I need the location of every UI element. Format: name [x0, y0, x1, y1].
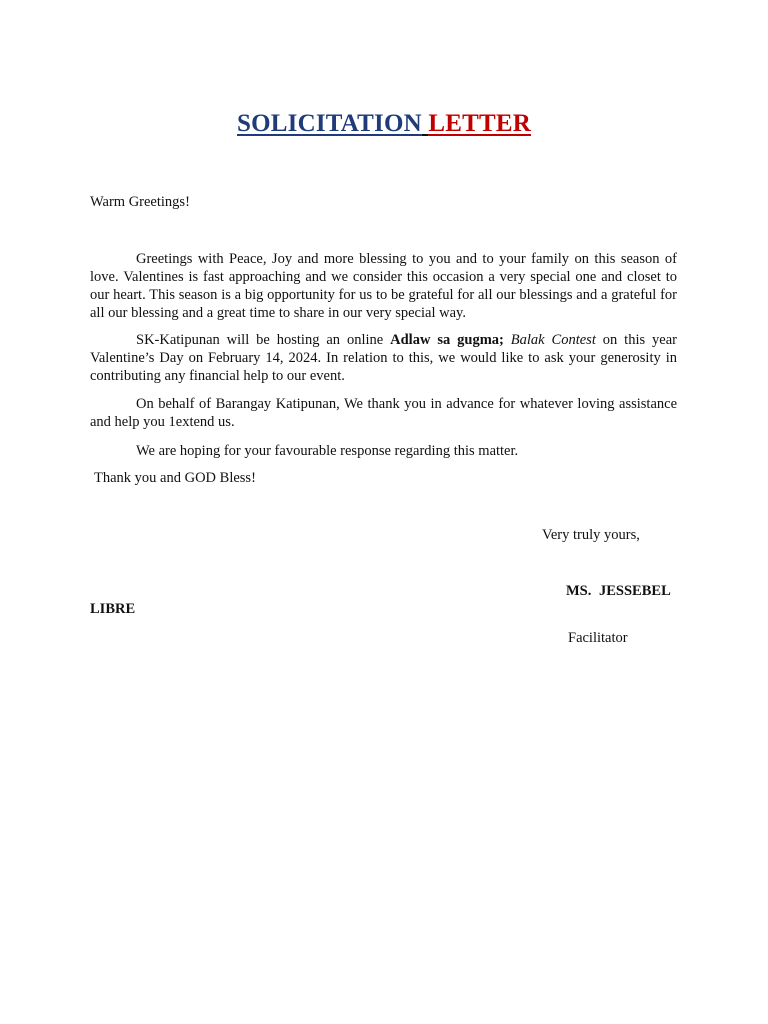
paragraph-greetings-text: Greetings with Peace, Joy and more blessing to you and to your family on this season of love. Valentines is fast approaching and we consider this occasion a very special one and closet to our heart. This season is a big opportunity for us to be grateful for all our blessings and a grateful for all our blessing and a great time to share in our very special way. [90, 251, 677, 321]
title-letter: LETTER [428, 110, 531, 137]
title-solicitation: SOLICITATION [237, 110, 422, 137]
event-space [504, 332, 511, 348]
paragraph-greetings [90, 250, 677, 322]
event-name: Adlaw sa gugma; [390, 332, 504, 348]
paragraph-thanks-text: On behalf of Barangay Katipunan, We thank you in advance for whatever loving assistance and help you 1extend us. [90, 396, 677, 430]
salutation: Warm Greetings! [90, 194, 190, 210]
closing-line: Very truly yours, [542, 527, 640, 543]
page-title [0, 110, 768, 138]
thanks-line: Thank you and GOD Bless! [94, 470, 256, 486]
signatory-name-line1: MS. JESSEBEL [566, 583, 671, 599]
paragraph-hope [90, 442, 677, 460]
paragraph-event [90, 331, 677, 385]
event-text-before: SK-Katipunan will be hosting an online [136, 332, 391, 348]
paragraph-event-text [90, 331, 677, 385]
signatory-name-line2: LIBRE [90, 601, 136, 617]
event-contest: Balak Contest [510, 332, 596, 348]
paragraph-thanks [90, 395, 677, 431]
signatory-role: Facilitator [568, 630, 628, 646]
event-text-after: on this year Valentine’s Day on February 14, 2024. In relation to this, we would like to ask your generosity in contributing any financial help to our event. [90, 332, 677, 384]
paragraph-hope-text: We are hoping for your favourable response regarding this matter. [136, 443, 519, 459]
